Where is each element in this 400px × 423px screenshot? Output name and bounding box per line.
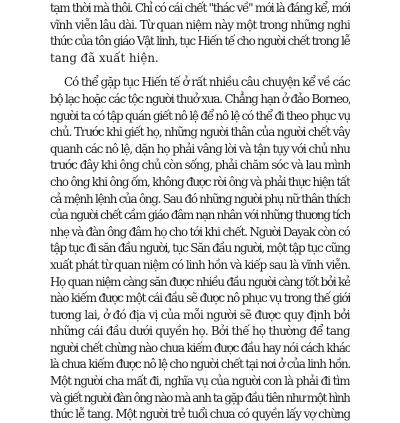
text-line: vĩnh viễn lâu dài. Từ quan niệm này một trong những nghi (50, 17, 350, 32)
text-line: xuất phát từ quan niệm có linh hồn và kiếp sau là vĩnh viễn. (50, 257, 350, 272)
text-line: bộ lạc hoặc các tộc người thuở xưa. Chẳng hạn ở đảo Borneo, (50, 91, 350, 106)
text-line: của người chết cầm giáo đâm nạn nhân với những thương tích (50, 208, 350, 223)
paragraph-1 (50, 0, 350, 66)
text-line: cho ông khi ông ốm, không được rời ông và phải thực hiện tất (50, 174, 350, 189)
text-line: người chết chừng nào chưa kiếm được đầu hay nói cách khác (50, 340, 350, 355)
text-line: tập tục đi săn đầu người, tục Săn đầu người, một tập tục cũng (50, 241, 350, 256)
text-line: và giết người đàn ông nào mà anh ta gặp đầu tiên như một hình (50, 390, 350, 405)
text-line: chủ. Trước khi giết họ, những người thân của người chết vây (50, 125, 350, 140)
paragraph-gap (50, 66, 350, 74)
text-line: thức của tôn giáo Vật linh, tục Hiến tế cho người chết trong lễ (50, 34, 350, 49)
text-line: cả mệnh lệnh của ông. Sau đó những người phụ nữ thân thích (50, 191, 350, 206)
text-line: những cái đầu dưới quyền họ. Bởi thế họ thường để tang (50, 324, 350, 339)
text-line: thức lễ tang. Một người trẻ tuổi chưa có quyền lấy vợ chừng (50, 407, 350, 422)
text-line: người ta có tập quán giết nô lệ để nô lệ có thể đi theo phục vụ (50, 108, 350, 123)
text-line: tương lai, ở đó địa vị của mỗi người sẽ được quy định bởi (50, 307, 350, 322)
text-line: tạm thời mà thôi. Chỉ có cái chết "thác về" mới là đáng kể, mới (50, 1, 350, 15)
text-line: trước đây khi ông chủ còn sống, phải chăm sóc và lau mình (50, 158, 350, 173)
text-line: Một người cha mất đi, nghĩa vụ của người con là phải đi tìm (50, 374, 350, 389)
text-line: Có thể gặp tục Hiến tế ở rất nhiều câu chuyện kể về các (64, 75, 350, 90)
text-line: Họ quan niệm càng săn được nhiều đầu người càng tốt bởi kẻ (50, 274, 350, 289)
text-line: nào kiếm được một cái đầu sẽ được nô phục vụ trong thế giới (50, 291, 350, 306)
text-line: nhẹ và đàn ông đâm họ cho tới khi chết. Người Dayak còn có (50, 224, 350, 239)
paragraph-2 (50, 74, 350, 422)
text-line: quanh các nô lệ, dặn họ phải vâng lời và tận tụy với chủ như (50, 141, 350, 156)
text-line: là chưa kiếm được nô lệ cho người chết tại nơi ở của linh hồn. (50, 357, 350, 372)
text-line: tang đã xuất hiện. (50, 50, 159, 65)
